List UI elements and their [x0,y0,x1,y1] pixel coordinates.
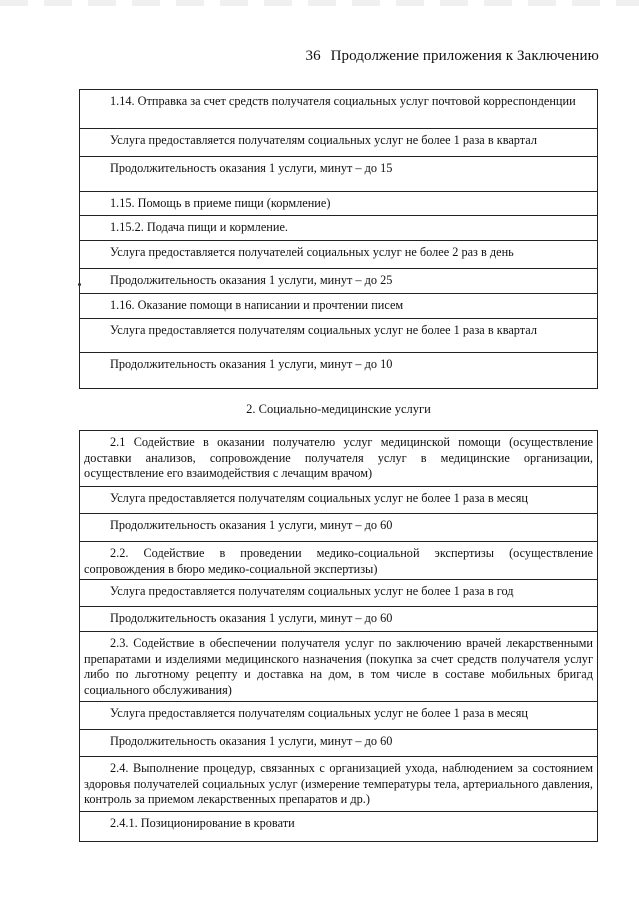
row-text: Продолжительность оказания 1 услуги, минут – до 60 [110,611,393,625]
table-row [80,513,597,541]
table-row [80,811,597,841]
table-row [80,486,597,513]
row-text: 2.2. Содействие в проведении медико-социальной экспертизы (осуществление сопровождения в бюро медико-социальной экспертизы) [84,546,593,576]
table-row [80,729,597,756]
row-text: 2.1 Содействие в оказании получателю услуг медицинской помощи (осуществление доставки анализов, сопровождение получателя услуг в медицинские организации, осуществление его взаимодействия с лечащим врачом) [84,435,593,480]
row-text: 2.3. Содействие в обеспечении получателя услуг по заключению врачей лекарственными препаратами и изделиями медицинского назначения (покупка за счет средств получателя услуг либо по льготному рецепту и доставка на дом, в том числе в составе мобильных бригад социального обслуживания) [84,636,593,697]
section-title: 2. Социально-медицинские услуги [246,402,431,416]
table-row [80,318,597,352]
row-text: Услуга предоставляется получателей социальных услуг не более 2 раз в день [110,245,514,259]
table-row [80,156,597,191]
row-text: 2.4.1. Позиционирование в кровати [110,816,295,830]
table-row [80,756,597,811]
row-text: 2.4. Выполнение процедур, связанных с организацией ухода, наблюдением за состоянием здоровья получателей социальных услуг (измерение температуры тела, артериального давления, контроль за приемом лекарственных препаратов и др.) [84,761,593,806]
row-text: Услуга предоставляется получателям социальных услуг не более 1 раза в квартал [110,133,538,147]
table-row [80,215,597,240]
services-table-1 [79,89,598,389]
row-text: 1.14. Отправка за счет средств получателя социальных услуг почтовой корреспонденции [110,94,576,108]
row-text: Услуга предоставляется получателям социальных услуг не более 1 раза в месяц [110,706,528,720]
services-table-2 [79,430,598,842]
page-number: 36 [305,48,321,64]
row-text: 1.15.2. Подача пищи и кормление. [110,220,288,234]
table-row [80,240,597,268]
row-text: Продолжительность оказания 1 услуги, минут – до 60 [110,518,393,532]
table-row [80,128,597,156]
table-row [80,541,597,579]
table-row [80,701,597,729]
row-text: 1.16. Оказание помощи в написании и прочтении писем [110,298,404,312]
row-text: Услуга предоставляется получателям социальных услуг не более 1 раза в год [110,584,514,598]
page-header [306,48,599,65]
row-text: Продолжительность оказания 1 услуги, минут – до 25 [110,273,393,287]
row-text: Продолжительность оказания 1 услуги, минут – до 10 [110,357,393,371]
row-text: Продолжительность оказания 1 услуги, минут – до 60 [110,734,393,748]
scan-artifact [0,0,639,6]
row-text: Услуга предоставляется получателям социальных услуг не более 1 раза в квартал [110,323,538,337]
table-row [80,293,597,318]
table-row [80,268,597,293]
row-text: Услуга предоставляется получателям социальных услуг не более 1 раза в месяц [110,491,528,505]
page-title: Продолжение приложения к Заключению [330,48,599,64]
table-row [80,631,597,701]
table-row [80,90,597,128]
row-text: Продолжительность оказания 1 услуги, минут – до 15 [110,161,393,175]
table-row [80,191,597,215]
table-row [80,606,597,631]
table-row [80,579,597,606]
table-row [80,431,597,486]
scan-mark [78,283,81,286]
table-row [80,352,597,388]
row-text: 1.15. Помощь в приеме пищи (кормление) [110,196,331,210]
